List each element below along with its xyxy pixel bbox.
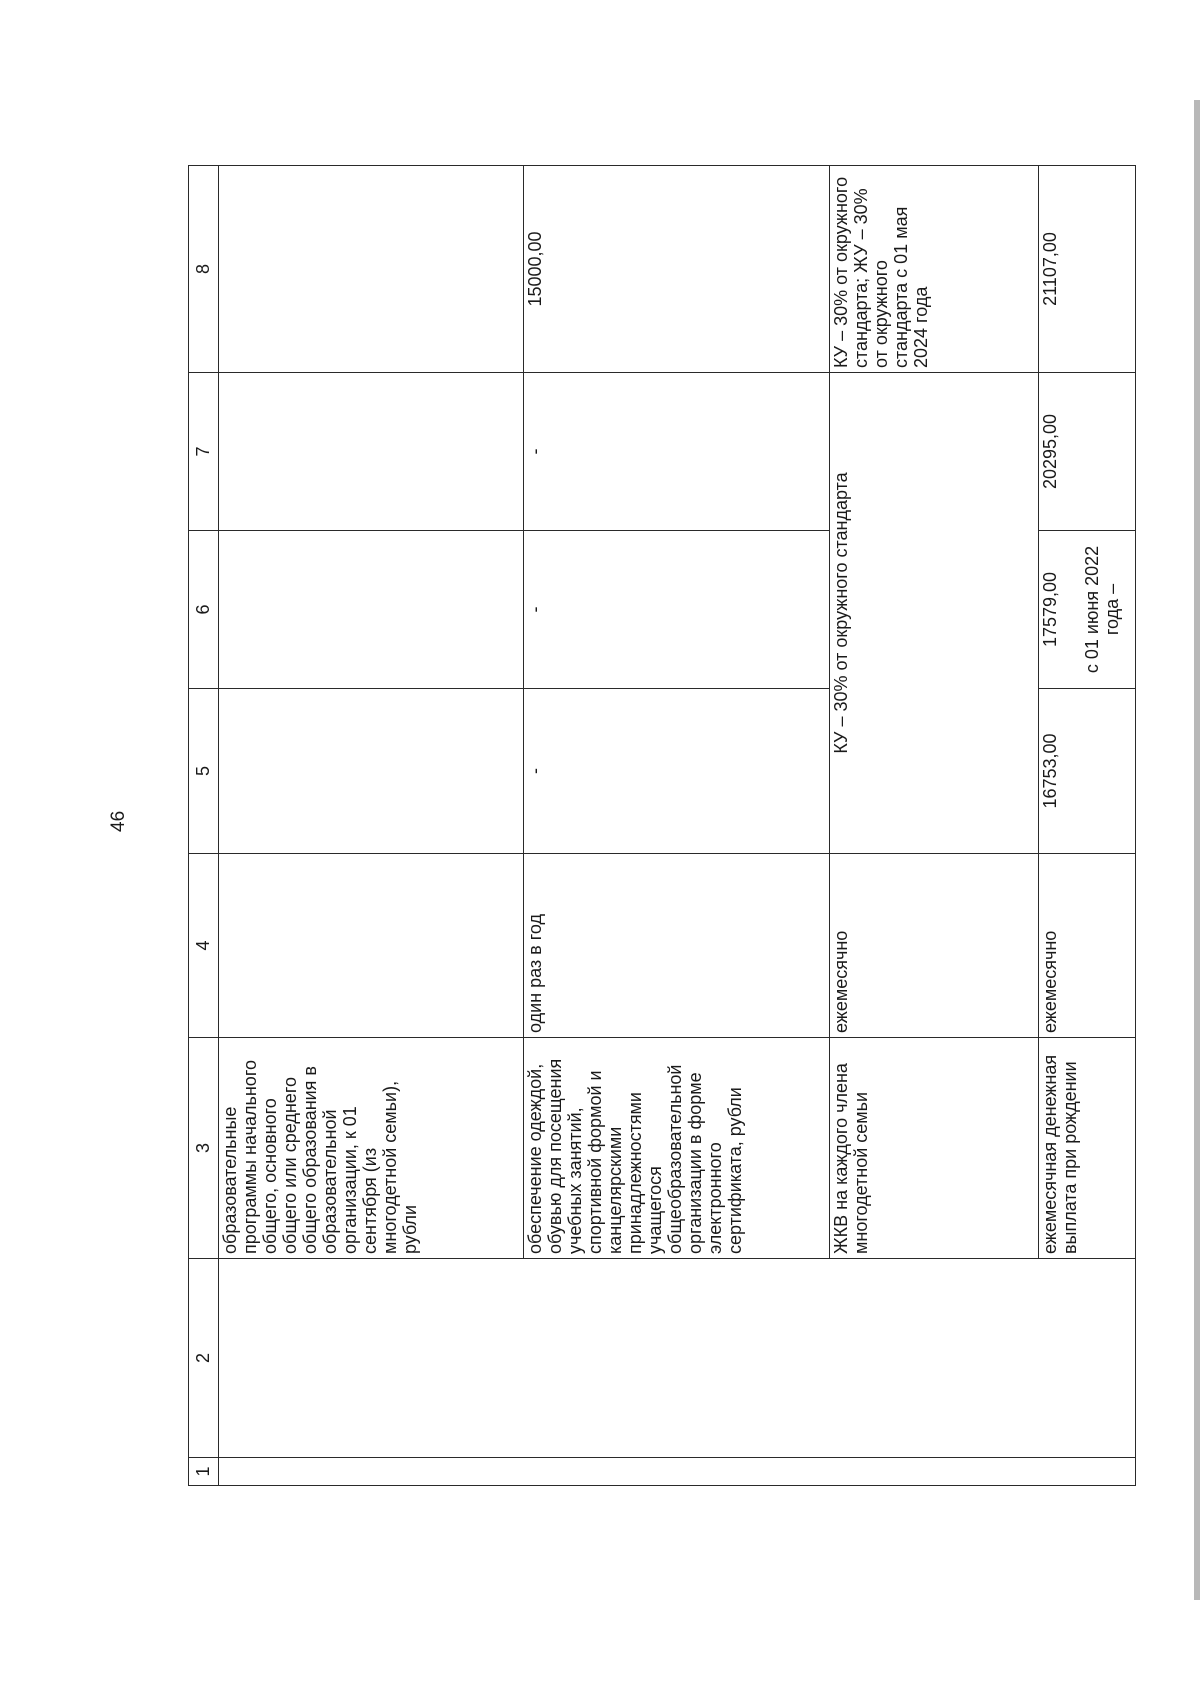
table-cell: - xyxy=(524,689,830,854)
column-header: 1 xyxy=(189,1458,219,1486)
table-cell-merged: КУ – 30% от окружного стандарта xyxy=(830,373,1039,854)
table-cell xyxy=(218,531,524,689)
table-cell: ежемесячно xyxy=(1039,854,1136,1038)
table-cell: - xyxy=(524,531,830,689)
table-cell xyxy=(218,854,524,1038)
table-row xyxy=(218,166,524,1486)
column-header: 3 xyxy=(189,1038,219,1259)
table-cell xyxy=(218,1458,1135,1486)
table-cell xyxy=(218,689,524,854)
table-cell: КУ – 30% от окружного стандарта; ЖУ – 30% от окружного стандарта с 01 мая 2024 года xyxy=(830,166,1039,373)
column-header: 7 xyxy=(189,373,219,531)
table-header-row xyxy=(189,166,219,1486)
column-header: 5 xyxy=(189,689,219,854)
column-header: 2 xyxy=(189,1259,219,1458)
benefits-table xyxy=(188,165,1136,1486)
column-header: 6 xyxy=(189,531,219,689)
page-number: 46 xyxy=(108,810,129,832)
cell-value: 17579,00 xyxy=(1040,571,1061,648)
table-cell: ежемесячно xyxy=(830,854,1039,1038)
table-cell: ежемесячная денежная выплата при рождении xyxy=(1039,1038,1136,1259)
rotated-table-stage xyxy=(188,166,1136,1486)
table-cell: 20295,00 xyxy=(1039,373,1136,531)
table-cell: 16753,00 xyxy=(1039,689,1136,854)
table-cell: обеспечение одеждой, обувью для посещения учебных занятий, спортивной формой и канцелярскими принадлежностями учащегося общеобразовательной организации в форме электронного сертификата, рубли xyxy=(524,1038,830,1259)
table-cell: один раз в год xyxy=(524,854,830,1038)
table-cell xyxy=(218,1259,1135,1458)
table-cell: 21107,00 xyxy=(1039,166,1136,373)
cell-note: с 01 июня 2022 года – xyxy=(1082,545,1123,674)
table-cell xyxy=(218,373,524,531)
table-cell: - xyxy=(524,373,830,531)
table-cell: 15000,00 xyxy=(524,166,830,373)
table-cell xyxy=(1039,531,1136,689)
table-cell: ЖКВ на каждого члена многодетной семьи xyxy=(830,1038,1039,1259)
table-cell: образовательные программы начального общего, основного общего или среднего общего образования в образовательной организации, к 01 сентября (из многодетной семьи), рубли xyxy=(218,1038,524,1259)
column-header: 4 xyxy=(189,854,219,1038)
column-header: 8 xyxy=(189,166,219,373)
scan-edge-mark xyxy=(1194,100,1200,1600)
table-cell xyxy=(218,166,524,373)
